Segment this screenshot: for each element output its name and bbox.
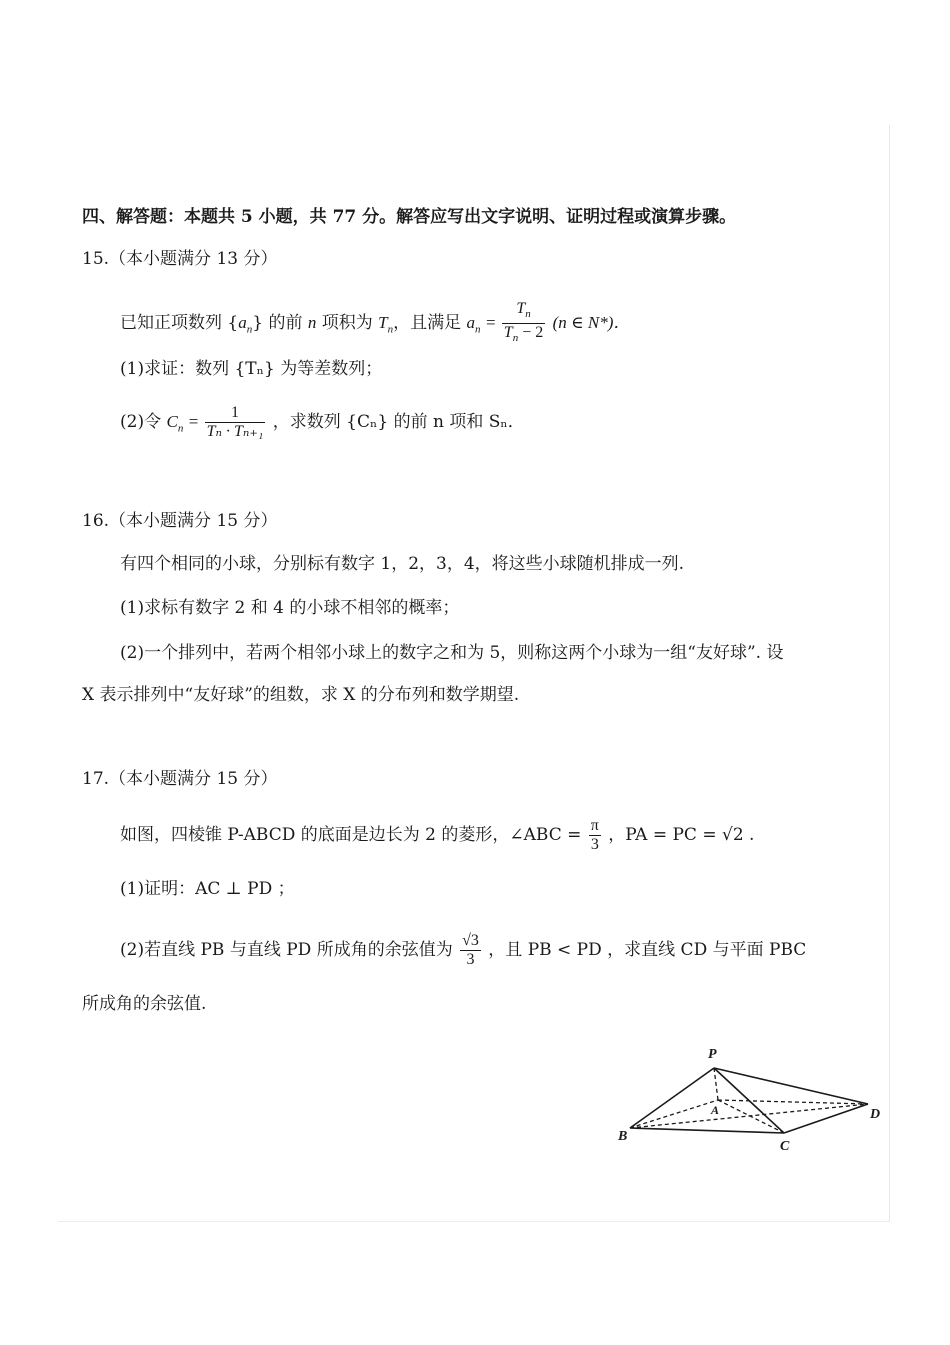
q15-frac-num: T xyxy=(516,300,526,317)
q15-stem: 已知正项数列 $\{a_n\}$ 的前 n 项积为 $T_n$，且满足 $a_n$ = $\frac{T_n}{T_n - 2}$ (n ∈ N*)． xyxy=(120,300,630,340)
q17-part2-suffix: ，且 PB < PD ，求直线 CD 与平面 PBC xyxy=(488,940,807,960)
q15-part2-fraction xyxy=(205,404,266,441)
q15-frac-den: T xyxy=(503,324,513,342)
q15-part2-frac-den: Tₙ · Tₙ₊₁ xyxy=(206,423,264,440)
q17-part2-fraction xyxy=(460,932,481,969)
label-B: B xyxy=(618,1129,628,1144)
edge-AD xyxy=(718,1100,868,1104)
edge-PA xyxy=(714,1068,718,1100)
q17-stem xyxy=(120,815,754,855)
edge-PD xyxy=(714,1068,868,1104)
q16-header: 16.（本小题满分 15 分） xyxy=(82,511,278,531)
q15-stem-T: T xyxy=(378,313,388,333)
q17-stem-prefix: 如图，四棱锥 P-ABCD 的底面是边长为 2 的菱形，∠ABC = xyxy=(120,825,582,845)
section-heading: 四、解答题：本题共 5 小题，共 77 分。解答应写出文字说明、证明过程或演算步骤。 xyxy=(82,207,737,227)
pyramid-figure xyxy=(610,1040,890,1160)
q15-stem-mid3: ，且满足 xyxy=(393,313,467,334)
label-D: D xyxy=(870,1107,881,1122)
q17-stem-frac-num: π xyxy=(590,817,599,834)
q16-part2-line1: (2)一个排列中，若两个相邻小球上的数字之和为 5，则称这两个小球为一组“友好球”. 设 xyxy=(120,643,784,663)
q15-part2-frac-num: 1 xyxy=(205,404,266,423)
q15-stem-n: n xyxy=(307,313,317,333)
label-C: C xyxy=(780,1139,790,1154)
q15-frac-den-tail: − 2 xyxy=(518,324,544,342)
edge-BC xyxy=(630,1128,784,1133)
label-A: A xyxy=(711,1103,720,1117)
q17-stem-fraction xyxy=(589,817,601,854)
q17-part2-line2: 所成角的余弦值. xyxy=(82,994,207,1014)
q16-part2-line2: X 表示排列中“友好球”的组数，求 X 的分布列和数学期望. xyxy=(82,685,520,705)
q15-stem-mid2: 项积为 xyxy=(316,313,379,334)
q15-stem-cond: (n ∈ N*)． xyxy=(552,313,631,333)
q15-stem-sub: n xyxy=(246,323,253,336)
q15-part2: (2)令 $C_n$ = $\frac{1}{\text{Tₙ · Tₙ₊₁}}$ ，求数列 {Cₙ} 的前 n 项和 Sₙ． xyxy=(120,404,525,440)
q15-part1: (1)求证：数列 {Tₙ} 为等差数列； xyxy=(120,359,383,379)
q16-part1: (1)求标有数字 2 和 4 的小球不相邻的概率； xyxy=(120,598,460,618)
q15-part2-suffix: ，求数列 {Cₙ} 的前 n 项和 Sₙ． xyxy=(272,412,525,432)
label-P: P xyxy=(708,1047,717,1062)
edge-AC xyxy=(718,1100,784,1133)
q17-part2 xyxy=(120,930,806,970)
q15-fraction: $\frac{T_n}{T_n - 2}$ xyxy=(503,300,544,345)
q17-part2-frac-den: 3 xyxy=(466,951,475,968)
edge-PB xyxy=(630,1068,714,1128)
page-edge-bottom xyxy=(58,1221,890,1222)
q15-part2-prefix: (2)令 xyxy=(120,412,167,432)
q15-stem-mid: } 的前 xyxy=(252,313,308,334)
q15-stem-an: a xyxy=(466,313,476,333)
q15-stem-a: a xyxy=(238,313,247,333)
q17-part1: (1)证明：AC ⊥ PD ； xyxy=(120,879,295,899)
q17-header: 17.（本小题满分 15 分） xyxy=(82,769,278,789)
q17-part2-prefix: (2)若直线 PB 与直线 PD 所成角的余弦值为 xyxy=(120,940,453,960)
q17-part2-frac-num: √3 xyxy=(462,932,479,949)
q15-header: 15.（本小题满分 13 分） xyxy=(82,249,278,269)
q15-stem-text: 已知正项数列 { xyxy=(120,313,239,334)
q17-stem-suffix: ，PA = PC = √2 . xyxy=(608,825,755,845)
q17-stem-frac-den: 3 xyxy=(590,836,599,853)
q15-part2-C: C xyxy=(166,412,178,431)
q16-stem: 有四个相同的小球，分别标有数字 1，2，3，4，将这些小球随机排成一列. xyxy=(120,554,685,574)
